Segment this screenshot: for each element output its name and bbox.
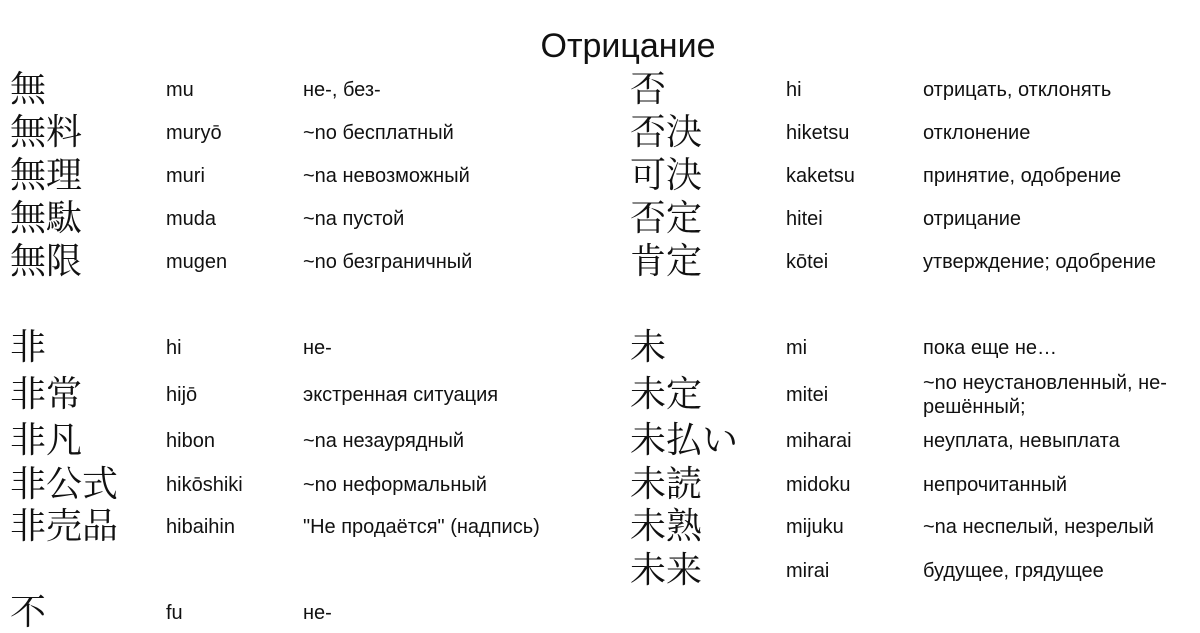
romaji: mitei [786, 384, 829, 406]
romaji: hibaihin [166, 516, 235, 538]
kanji: 否決 [630, 112, 703, 153]
meaning: ~no неформальный [303, 474, 487, 496]
meaning: ~no бесплатный [303, 122, 454, 144]
kanji: 未定 [630, 374, 703, 415]
kanji: 無 [10, 69, 47, 110]
kanji: 未 [630, 327, 667, 368]
romaji: muda [166, 208, 217, 230]
romaji: mu [166, 79, 194, 101]
romaji: hi [166, 337, 182, 359]
meaning: отрицать, отклонять [923, 79, 1112, 101]
meaning: ~no неустановленный, не-решённый; [923, 372, 1167, 418]
page-title: Отрицание [540, 27, 716, 65]
meaning: ~na пустой [303, 208, 405, 230]
kanji: 非売品 [10, 506, 119, 547]
kanji: 無駄 [10, 198, 83, 239]
romaji: muryō [166, 122, 222, 144]
meaning: отрицание [923, 208, 1022, 230]
meaning: ~no безграничный [303, 251, 473, 273]
romaji: hi [786, 79, 802, 101]
meaning: утверждение; одобрение [923, 251, 1156, 273]
meaning: "Не продаётся" (надпись) [303, 516, 540, 538]
romaji: fu [166, 602, 183, 624]
meaning: отклонение [923, 122, 1031, 144]
meaning: ~na незаурядный [303, 430, 465, 452]
romaji: hiketsu [786, 122, 850, 144]
kanji: 非 [10, 327, 47, 368]
meaning: ~na невозможный [303, 165, 470, 187]
romaji: midoku [786, 474, 851, 496]
meaning: неуплата, невыплата [923, 430, 1120, 452]
romaji: mijuku [786, 516, 844, 538]
meaning: экстренная ситуация [303, 384, 499, 406]
kanji: 可決 [630, 155, 703, 196]
romaji: mi [786, 337, 808, 359]
kanji: 非凡 [10, 420, 83, 461]
meaning: не- [303, 337, 332, 359]
kanji: 否定 [630, 198, 703, 239]
kanji: 無限 [10, 241, 83, 282]
kanji: 未払い [630, 420, 739, 461]
meaning: пока еще не… [923, 337, 1058, 359]
romaji: mirai [786, 560, 830, 582]
kanji: 未熟 [630, 506, 703, 547]
kanji: 未読 [630, 464, 703, 505]
meaning: не- [303, 602, 332, 624]
meaning: ~na неспелый, незрелый [923, 516, 1154, 538]
kanji: 不 [10, 592, 47, 633]
romaji: hikōshiki [166, 474, 243, 496]
romaji: muri [166, 165, 205, 187]
meaning: будущее, грядущее [923, 560, 1104, 582]
kanji: 非常 [10, 374, 83, 415]
meaning: не-, без- [303, 79, 381, 101]
romaji: hibon [166, 430, 215, 452]
kanji: 無理 [10, 155, 83, 196]
romaji: kōtei [786, 251, 829, 273]
kanji: 非公式 [10, 464, 119, 505]
kanji: 肯定 [630, 241, 703, 282]
kanji: 未来 [630, 550, 703, 591]
romaji: mugen [166, 251, 228, 273]
meaning: принятие, одобрение [923, 165, 1122, 187]
meaning: непрочитанный [923, 474, 1068, 496]
romaji: hijō [166, 384, 198, 406]
kanji: 否 [630, 69, 667, 110]
romaji: hitei [786, 208, 823, 230]
romaji: kaketsu [786, 165, 855, 187]
romaji: miharai [786, 430, 852, 452]
kanji: 無料 [10, 112, 83, 153]
